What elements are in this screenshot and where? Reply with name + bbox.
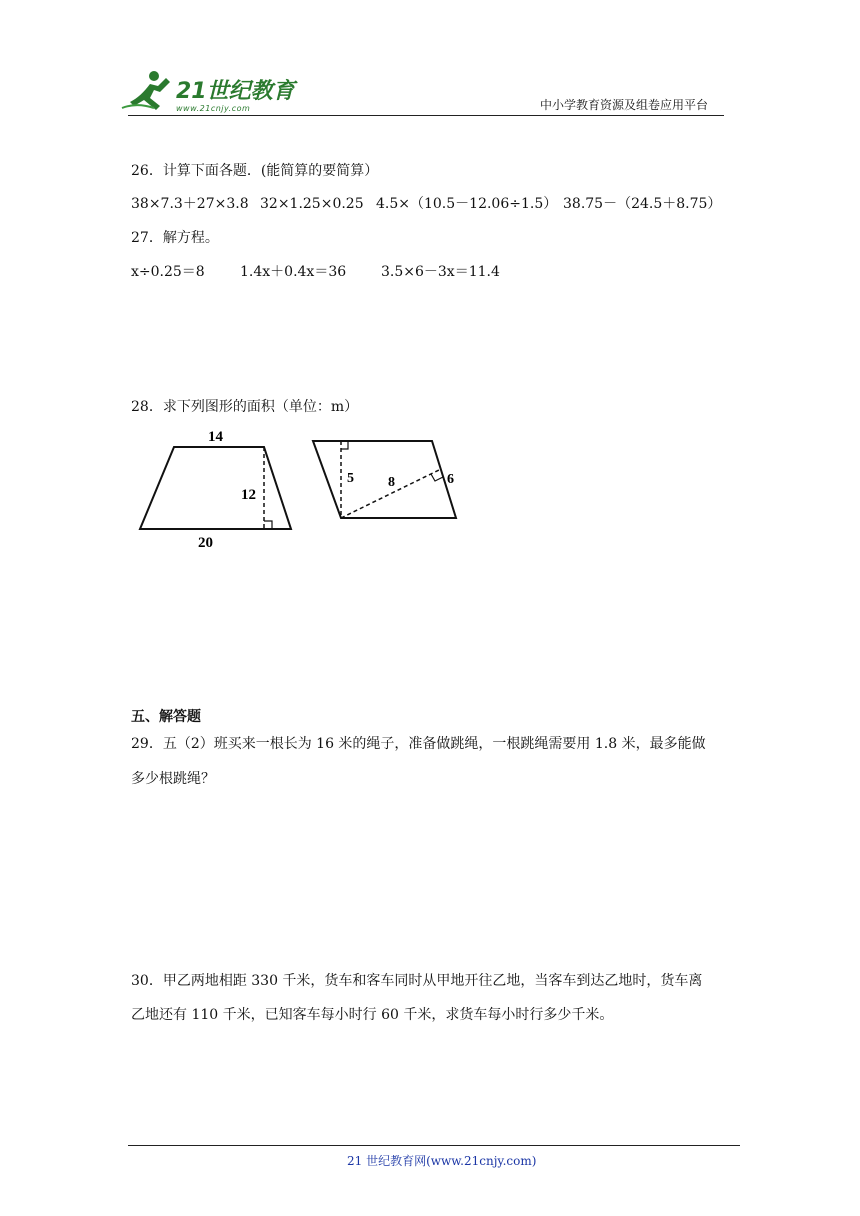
footer-link[interactable]: 21 世纪教育网(www.21cnjy.com) <box>347 1154 537 1168</box>
q26-item-2: 32×1.25×0.25 <box>260 196 364 212</box>
parallelogram-label-8: 8 <box>388 475 395 490</box>
q27-item-2: 1.4x＋0.4x＝36 <box>240 264 347 280</box>
q30-line-2: 乙地还有 110 千米，已知客车每小时行 60 千米，求货车每小时行多少千米。 <box>131 1007 614 1023</box>
parallelogram-label-6: 6 <box>447 472 454 487</box>
q28-title: 28．求下列图形的面积（单位：m） <box>131 399 359 415</box>
q30-line-1: 30．甲乙两地相距 330 千米，货车和客车同时从甲地开往乙地，当客车到达乙地时，货车离 <box>131 973 703 989</box>
right-angle-mark-top <box>341 441 348 449</box>
trapezoid-top-label: 14 <box>208 429 223 445</box>
section-5-heading: 五、解答题 <box>131 709 201 725</box>
parallelogram-figure <box>305 425 470 535</box>
platform-name: 中小学教育资源及组卷应用平台 <box>540 98 709 112</box>
header <box>120 62 730 116</box>
q27-item-3: 3.5×6－3x＝11.4 <box>381 264 500 280</box>
trapezoid-figure <box>130 425 305 555</box>
right-angle-mark <box>264 521 272 529</box>
logo-url: www.21cnjy.com <box>176 104 251 113</box>
right-angle-mark-side <box>431 474 443 481</box>
trapezoid-shape <box>140 447 291 529</box>
logo-text: 21世纪教育 <box>176 79 295 104</box>
q27-title: 27．解方程。 <box>131 230 219 246</box>
trapezoid-bottom-label: 20 <box>198 535 213 551</box>
q26-item-3: 4.5×（10.5－12.06÷1.5） <box>376 196 558 212</box>
q29-line-2: 多少根跳绳？ <box>131 771 215 787</box>
footer-divider <box>128 1145 740 1146</box>
q26-item-4: 38.75－（24.5＋8.75） <box>563 196 722 212</box>
logo-runner-icon <box>120 68 178 114</box>
trapezoid-height-label: 12 <box>241 487 256 503</box>
q26-title: 26．计算下面各题．(能简算的要简算） <box>131 163 379 179</box>
parallelogram-label-5: 5 <box>347 471 354 486</box>
q26-item-1: 38×7.3＋27×3.8 <box>131 196 249 212</box>
q27-item-1: x÷0.25＝8 <box>131 264 205 280</box>
header-divider <box>128 115 724 116</box>
q29-line-1: 29．五（2）班买来一根长为 16 米的绳子，准备做跳绳，一根跳绳需要用 1.8 米，最多能做 <box>131 736 706 752</box>
